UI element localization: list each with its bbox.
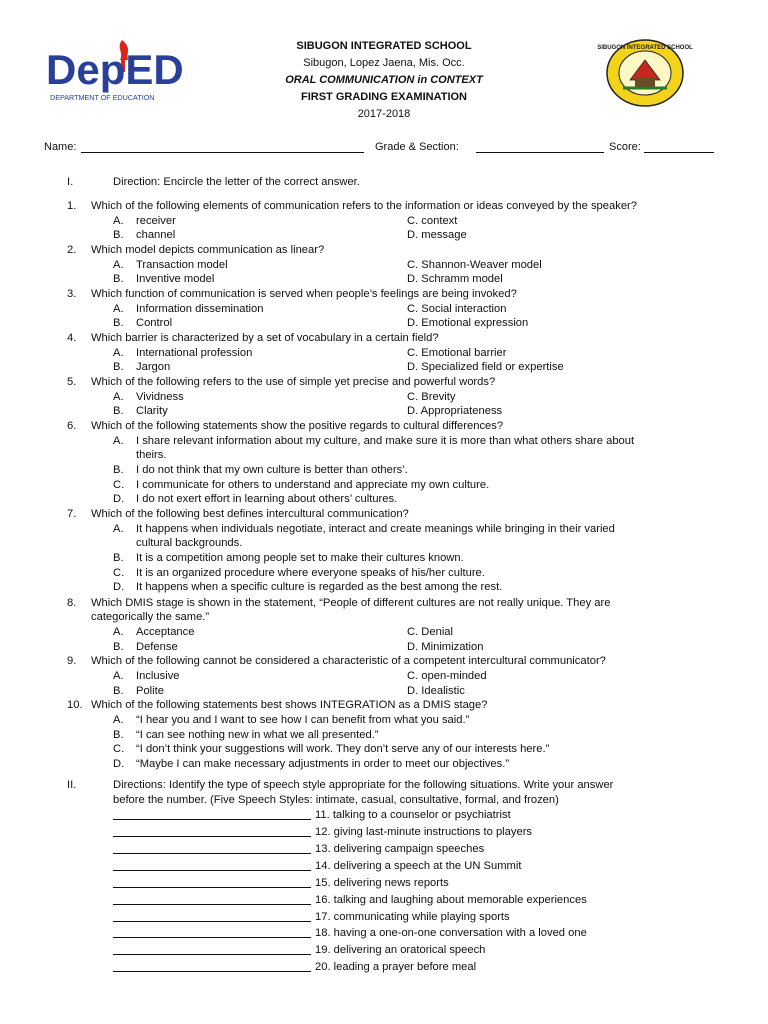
answer-blank-11[interactable] — [113, 808, 311, 820]
answer-blank-12[interactable] — [113, 825, 311, 837]
logo-subtext: DEPARTMENT OF EDUCATION — [50, 93, 155, 102]
part1-numeral: I. — [67, 176, 74, 188]
seal-text: SIBUGON INTEGRATED SCHOOL — [597, 45, 693, 51]
name-field[interactable] — [81, 152, 364, 153]
part2-numeral: II. — [67, 779, 77, 791]
answer-blank-16[interactable] — [113, 893, 311, 905]
score-field[interactable] — [644, 152, 714, 153]
name-label: Name: — [44, 141, 77, 153]
answer-blank-19[interactable] — [113, 943, 311, 955]
part2-direction-label: Directions: — [113, 779, 166, 791]
grade-section-field[interactable] — [476, 152, 604, 153]
school-address: Sibugon, Lopez Jaena, Mis. Occ. — [303, 57, 465, 69]
part2-direction-line2: before the number. (Five Speech Styles: intimate, casual, consultative, formal, and frozen) — [113, 794, 559, 806]
logo-text: DepED — [46, 46, 184, 93]
part2-direction-line1: Identify the type of speech style appropriate for the following situations. Write your answer — [168, 779, 614, 791]
answer-blank-18[interactable] — [113, 926, 311, 938]
answer-blank-15[interactable] — [113, 876, 311, 888]
answer-blank-17[interactable] — [113, 910, 311, 922]
answer-blank-20[interactable] — [113, 960, 311, 972]
subject-title: ORAL COMMUNICATION in CONTEXT — [285, 74, 483, 86]
answer-blank-14[interactable] — [113, 859, 311, 871]
part1-direction-label: Direction: — [113, 176, 161, 188]
part1-direction-text: Encircle the letter of the correct answer. — [163, 176, 360, 188]
school-seal — [597, 38, 693, 108]
part1-direction — [113, 175, 360, 190]
grade-section-label: Grade & Section: — [375, 141, 459, 153]
school-name: SIBUGON INTEGRATED SCHOOL — [296, 40, 472, 52]
school-year: 2017-2018 — [357, 108, 411, 120]
part2-direction — [113, 778, 613, 793]
score-label: Score: — [609, 141, 641, 153]
exam-title: FIRST GRADING EXAMINATION — [300, 91, 467, 103]
answer-blank-13[interactable] — [113, 842, 311, 854]
